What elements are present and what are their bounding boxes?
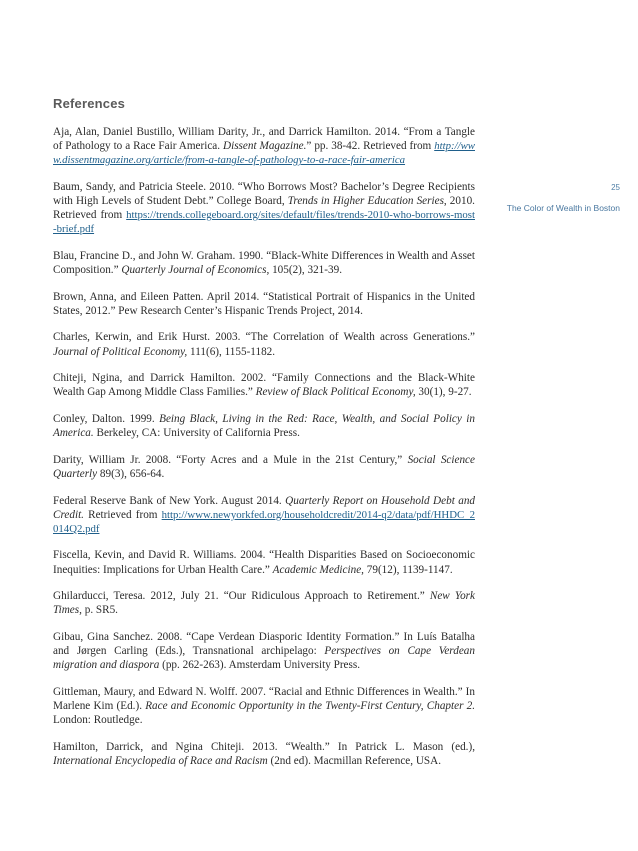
reference-text: Fiscella, Kevin, and David R. Williams. 2004. “Health Disparities Based on Socioeconomic Inequities: Implications for Urban Health Care.” (53, 549, 475, 576)
reference-entry (53, 685, 475, 727)
reference-italic-text: Race and Economic Opportunity in the Twenty-First Century, Chapter 2. (145, 699, 476, 712)
reference-text: Charles, Kerwin, and Erik Hurst. 2003. “The Correlation of Wealth across Generations.” (53, 331, 475, 344)
reference-text: London: Routledge. (53, 714, 143, 727)
reference-text: (2nd ed). Macmillan Reference, USA. (267, 754, 442, 767)
reference-entry (53, 589, 475, 617)
reference-entry (53, 740, 475, 768)
reference-entry (53, 180, 475, 236)
reference-text: ” pp. 38-42. Retrieved from (306, 140, 435, 153)
reference-italic-text: Academic Medicine, (272, 563, 364, 576)
reference-text: Retrieved from (83, 508, 162, 521)
reference-entry (53, 290, 475, 318)
reference-text: 79(12), 1139-1147. (363, 563, 453, 576)
reference-link[interactable]: https://trends.collegeboard.org/sites/default/files/trends-2010-who-borrows-most-brief.pdf (53, 209, 475, 236)
reference-italic-text: Social Science Quarterly (53, 453, 475, 480)
reference-entry (53, 494, 475, 536)
reference-entry (53, 453, 475, 481)
reference-text: 105(2), 321-39. (269, 263, 342, 276)
reference-italic-text: Quarterly Report on Household Debt and Credit. (53, 494, 476, 521)
reference-link[interactable]: http://www.newyorkfed.org/householdcredit/2014-q2/data/pdf/HHDC_2014Q2.pdf (53, 508, 475, 535)
reference-text: Berkeley, CA: University of California Press. (93, 427, 300, 440)
reference-text: Baum, Sandy, and Patricia Steele. 2010. “Who Borrows Most? Bachelor’s Degree Recipients with High Levels of Student Debt.” College Board, (53, 180, 475, 207)
reference-entry (53, 630, 475, 672)
page-number: 25 (611, 183, 620, 192)
reference-entry (53, 412, 475, 440)
reference-text: Aja, Alan, Daniel Bustillo, William Darity, Jr., and Darrick Hamilton. 2014. “From a Tangle of Pathology to a Race Fair America. (53, 126, 475, 153)
reference-list (53, 125, 475, 781)
reference-entry (53, 371, 475, 399)
reference-text: 89(3), 656-64. (97, 467, 165, 480)
reference-italic-text: Being Black, Living in the Red: Race, Wealth, and Social Policy in America. (53, 412, 475, 440)
reference-text: Chiteji, Ngina, and Darrick Hamilton. 2002. “Family Connections and the Black-White Wealth Gap Among Middle Class Families.” (53, 372, 475, 399)
running-title: The Color of Wealth in Boston (506, 203, 620, 213)
reference-text: , 2010. Retrieved from (53, 194, 475, 222)
reference-text: Hamilton, Darrick, and Ngina Chiteji. 2013. “Wealth.” In Patrick L. Mason (ed.), (53, 740, 475, 753)
reference-text: Gibau, Gina Sanchez. 2008. “Cape Verdean Diasporic Identity Formation.” In Luís Batalha and Jørgen Carling (Eds.), Transnational archipelago: (53, 630, 475, 658)
reference-text: (pp. 262-263). Amsterdam University Press. (159, 659, 361, 672)
section-heading: References (53, 96, 126, 111)
reference-text: Gittleman, Maury, and Edward N. Wolff. 2007. “Racial and Ethnic Differences in Wealth.” In Marlene Kim (Ed.). (53, 685, 475, 712)
reference-italic-text: Journal of Political Economy, (53, 345, 188, 358)
reference-italic-text: Review of Black Political Economy, (255, 386, 416, 399)
reference-entry (53, 249, 475, 277)
reference-entry (53, 125, 475, 167)
reference-italic-text: New York Times, (53, 590, 476, 617)
reference-text: 30(1), 9-27. (415, 386, 472, 399)
reference-text: 111(6), 1155-1182. (187, 345, 276, 358)
reference-entry (53, 330, 475, 358)
reference-italic-text: International Encyclopedia of Race and Racism (53, 754, 268, 767)
reference-link[interactable]: http://www.dissentmagazine.org/article/from-a-tangle-of-pathology-to-a-race-fair-america (53, 140, 475, 167)
reference-text: Blau, Francine D., and John W. Graham. 1990. “Black-White Differences in Wealth and Asset Composition.” (53, 249, 475, 276)
reference-text: Brown, Anna, and Eileen Patten. April 2014. “Statistical Portrait of Hispanics in the United States, 2012.” Pew Research Center’s Hispanic Trends Project, 2014. (53, 290, 475, 317)
reference-italic-text: Dissent Magazine. (223, 140, 307, 153)
reference-entry (53, 548, 475, 576)
reference-text: Darity, William Jr. 2008. “Forty Acres and a Mule in the 21st Century,” (53, 453, 408, 466)
reference-text: Federal Reserve Bank of New York. August 2014. (53, 494, 286, 507)
reference-italic-text: Trends in Higher Education Series (287, 194, 444, 207)
reference-text: Ghilarducci, Teresa. 2012, July 21. “Our Ridiculous Approach to Retirement.” (53, 590, 430, 603)
reference-italic-text: Quarterly Journal of Economics, (121, 263, 270, 276)
reference-italic-text: Perspectives on Cape Verdean migration and diaspora (53, 645, 475, 672)
reference-text: Conley, Dalton. 1999. (53, 412, 160, 425)
reference-text: p. SR5. (81, 604, 118, 617)
